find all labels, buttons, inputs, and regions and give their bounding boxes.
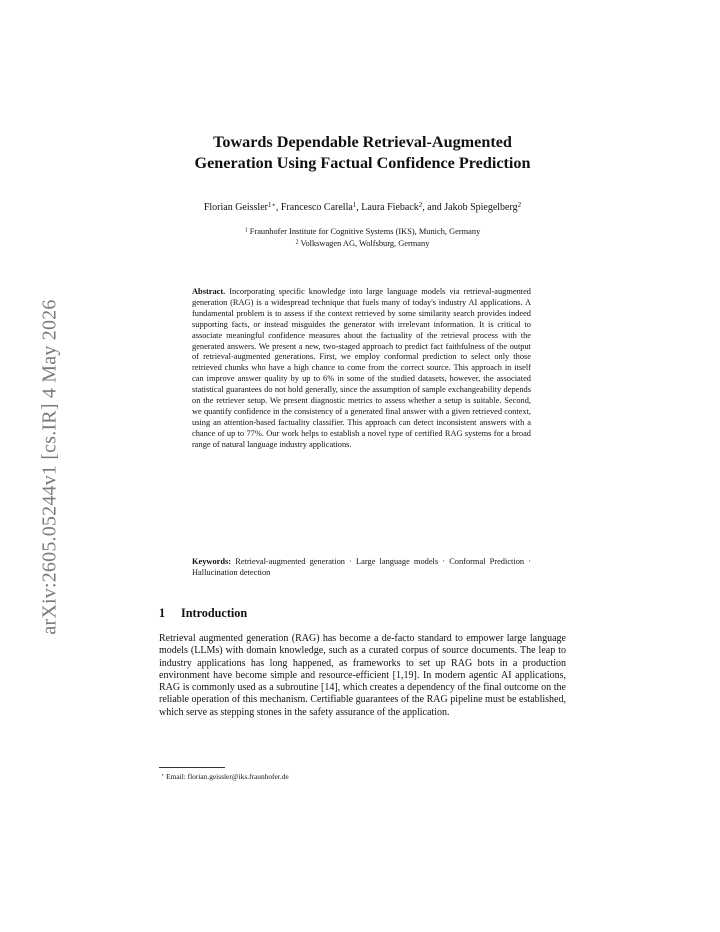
author: Laura Fieback$^2$ [361,200,423,213]
introduction-paragraph: Retrieval augmented generation (RAG) has become a de-facto standard to empower large language models (LLMs) with domain knowledge, such as a curated corpus of source documents. The leap to industry applications has long happened, as frameworks to set up RAG bots in a production environment have become simple and resource-efficient [1,19]. In modern agentic AI applications, RAG is commonly used as a subroutine [14], which creates a dependency of the final outcome on the reliable operation of this mechanism. Certifiable guarantees of the RAG pipeline must be established, which serve as stepping stones in the safety assurance of the application. [159,633,566,718]
footnote-rule [159,767,225,768]
affiliation: $^2$ Volkswagen AG, Wolfsburg, Germany [295,238,430,248]
section-heading [159,606,247,621]
title-line-1: Towards Dependable Retrieval-Augmented [213,133,512,151]
footnote-text: Email: florian.geissler@iks.fraunhofer.de [166,772,289,781]
title-line-2: Generation Using Factual Confidence Prediction [194,154,531,172]
author-list: Florian Geissler$^{1⋆}$, Francesco Carella$^1$, Laura Fieback$^2$, and Jakob Spiegelberg$^2$ [203,200,522,213]
abstract [192,287,531,451]
abstract-text: Incorporating specific knowledge into large language models via retrieval-augmented generation (RAG) is a widespread technique that fuels many of today's industry AI applications. A fundamental problem is to assess if the context retrieved by some similarity search provides indeed supporting facts, or instead misguides the generator with irrelevant information. It is critical to associate meaningful confidence measures about the factuality of the retrieval process with the generated answers. We present a new, two-staged approach to predict fact faithfulness of the output of retrieval-augmented generations. First, we employ conformal prediction to select only those retrieved chunks who have a high chance to come from the correct source. This approach in itself can improve answer quality by up to 6% in some of the studied datasets, however, the associated statistical guarantees do not hold generally, since the assumption of sample exchangeability depends on the retriever setup. We present diagnostic metrics to assess whether a setup is suitable. Second, we quantify confidence in the consistency of a generated final answer with a given retrieved context, using an attention-based factuality classifier. This approach can detect inconsistent answers with a chance of up to 77%. Our work helps to establish a novel type of certified RAG systems for a broad range of natural language industry applications. [192,287,531,449]
arxiv-identifier: arXiv:2605.05244v1 [cs.IR] 4 May 2026 [38,299,61,635]
section-number: 1 [159,606,166,620]
abstract-label: Abstract. [192,287,226,296]
section-title: Introduction [181,606,248,620]
author: Jakob Spiegelberg$^2$ [444,200,522,213]
keywords [192,557,531,579]
footnote [161,772,566,782]
author: Florian Geissler$^{1⋆}$ [203,200,276,213]
paper-title [159,132,566,174]
keywords-text: Retrieval-augmented generation · Large language models · Conformal Prediction · Hallucination detection [192,557,531,577]
author: Francesco Carella$^1$ [280,200,357,213]
keywords-label: Keywords: [192,557,232,566]
footnote-mark: ⋆ [161,772,165,779]
affiliations [159,226,566,249]
affiliation: $^1$ Fraunhofer Institute for Cognitive Systems (IKS), Munich, Germany [244,227,481,236]
